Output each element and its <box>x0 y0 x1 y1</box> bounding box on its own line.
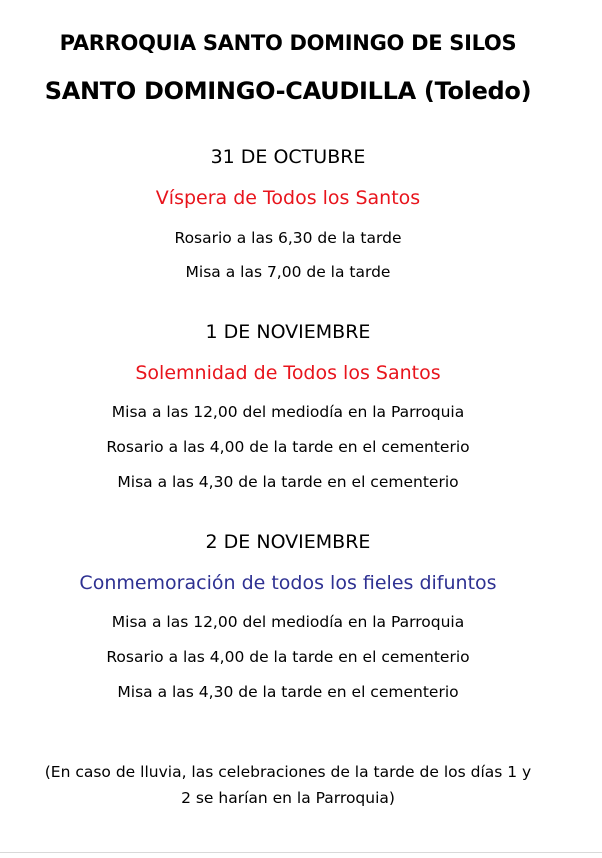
section-feast-nov-1: Solemnidad de Todos los Santos <box>135 362 441 384</box>
schedule-item: Misa a las 7,00 de la tarde <box>185 263 391 281</box>
schedule-item: Rosario a las 6,30 de la tarde <box>174 229 402 247</box>
rain-note-line-2: 2 se harían en la Parroquia) <box>181 789 395 807</box>
page-bottom-divider <box>0 852 602 853</box>
section-date-nov-2: 2 DE NOVIEMBRE <box>205 531 371 553</box>
schedule-item: Rosario a las 4,00 de la tarde en el cementerio <box>106 648 470 666</box>
schedule-item: Rosario a las 4,00 de la tarde en el cementerio <box>106 438 470 456</box>
rain-note <box>20 759 556 811</box>
schedule-item: Misa a las 4,30 de la tarde en el cementerio <box>117 473 459 491</box>
schedule-item: Misa a las 12,00 del mediodía en la Parroquia <box>111 613 465 631</box>
section-date-nov-1: 1 DE NOVIEMBRE <box>205 321 371 343</box>
rain-note-line-1: (En caso de lluvia, las celebraciones de la tarde de los días 1 y <box>44 763 532 781</box>
section-feast-oct-31: Víspera de Todos los Santos <box>155 187 421 209</box>
section-date-oct-31: 31 DE OCTUBRE <box>210 146 366 168</box>
parish-location: SANTO DOMINGO-CAUDILLA (Toledo) <box>44 77 532 105</box>
schedule-item: Misa a las 4,30 de la tarde en el cementerio <box>117 683 459 701</box>
section-feast-nov-2: Conmemoración de todos los fieles difuntos <box>79 572 497 594</box>
schedule-item: Misa a las 12,00 del mediodía en la Parroquia <box>111 403 465 421</box>
parish-title: PARROQUIA SANTO DOMINGO DE SILOS <box>59 31 517 55</box>
